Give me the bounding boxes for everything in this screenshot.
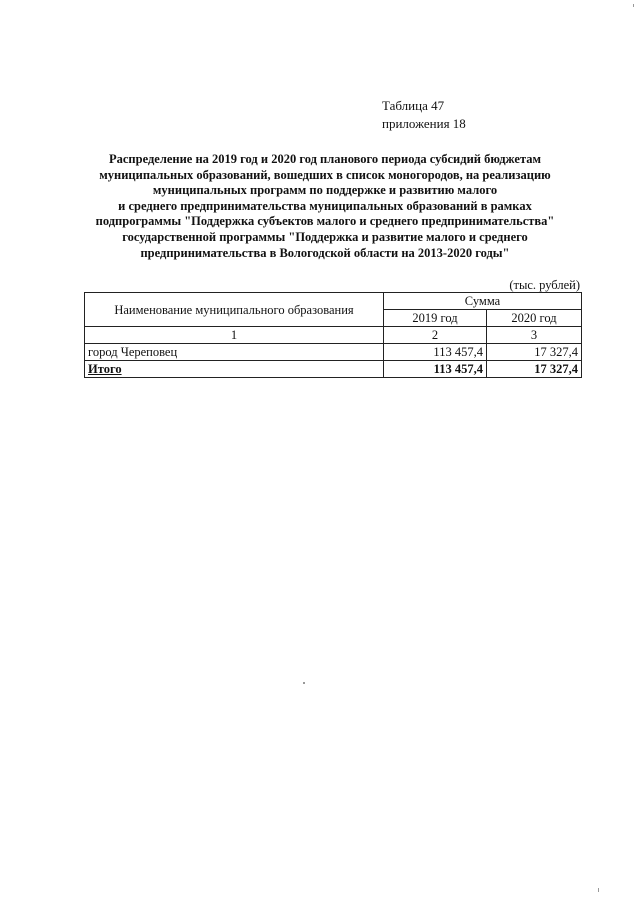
column-numbers-row [85, 327, 582, 344]
total-2020: 17 327,4 [486, 361, 581, 378]
column-number: 2 [384, 327, 487, 344]
table-reference [382, 97, 466, 133]
scan-speck [598, 888, 599, 892]
header-year-2019: 2019 год [384, 310, 487, 327]
document-title [70, 152, 580, 261]
total-label: Итого [85, 361, 384, 378]
title-line: подпрограммы "Поддержка субъектов малого и среднего предпринимательства" [95, 214, 555, 229]
units-label: (тыс. рублей) [509, 278, 580, 292]
amount-2019: 113 457,4 [384, 344, 487, 361]
total-2019: 113 457,4 [384, 361, 487, 378]
column-number: 1 [85, 327, 384, 344]
title-line: муниципальных программ по поддержке и развитию малого [152, 183, 498, 198]
amount-2020: 17 327,4 [486, 344, 581, 361]
scan-speck [633, 4, 634, 7]
column-number: 3 [486, 327, 581, 344]
appendix-number: приложения 18 [382, 116, 466, 131]
subsidy-table [84, 292, 582, 378]
header-year-2020: 2020 год [486, 310, 581, 327]
title-line: Распределение на 2019 год и 2020 год планового периода субсидий бюджетам [108, 152, 542, 166]
title-line: предпринимательства в Вологодской области на 2013-2020 годы" [140, 245, 510, 260]
title-line: государственной программы "Поддержка и развитие малого и среднего [122, 229, 528, 244]
header-municipality: Наименование муниципального образования [85, 293, 384, 327]
title-line: и среднего предпринимательства муниципальных образований в рамках [118, 198, 532, 213]
scan-speck [303, 682, 305, 684]
total-row [85, 361, 582, 378]
table-number: Таблица 47 [382, 98, 445, 113]
table-row [85, 344, 582, 361]
municipality-name: город Череповец [85, 344, 384, 361]
table-header-row [85, 293, 582, 310]
header-sum: Сумма [384, 293, 582, 310]
title-line: муниципальных образований, вошедших в список моногородов, на реализацию [99, 167, 551, 182]
